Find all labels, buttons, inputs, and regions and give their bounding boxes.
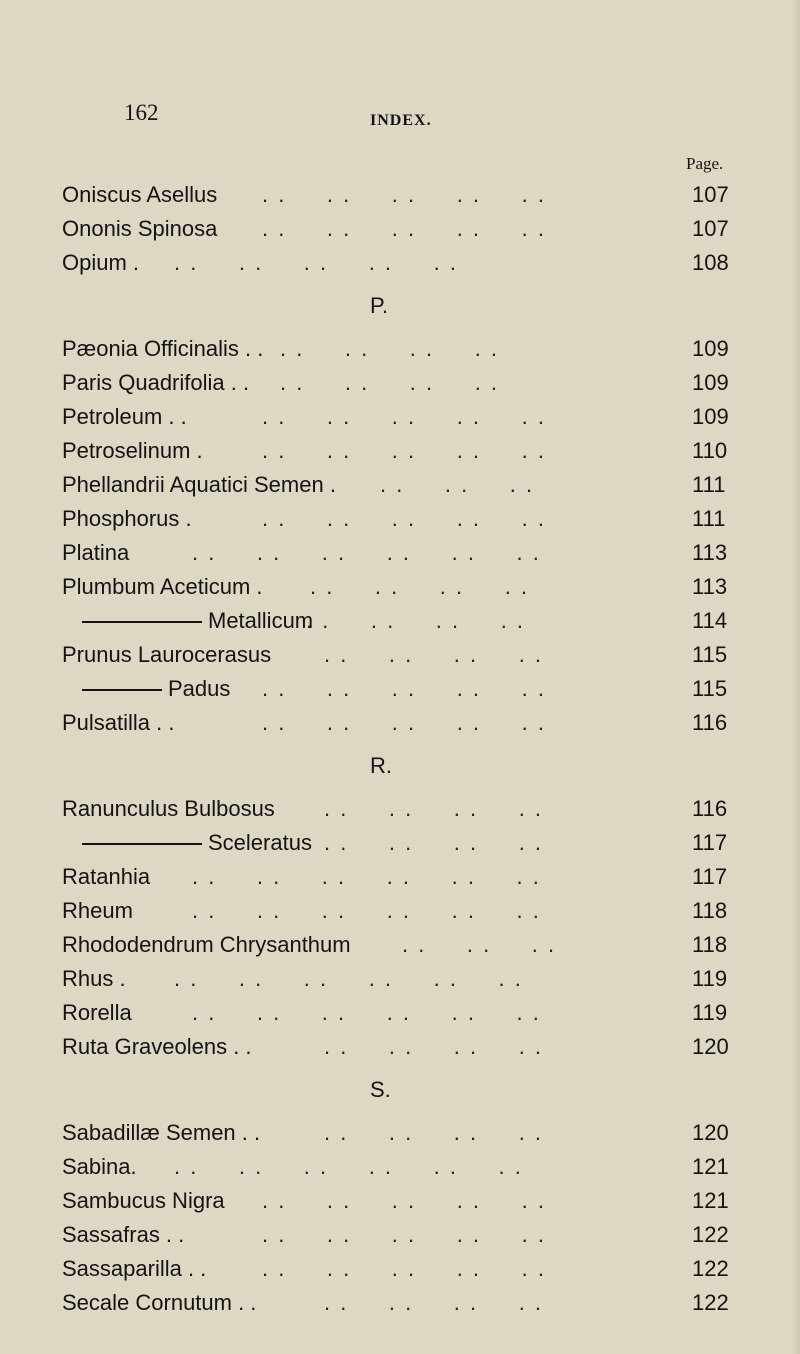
index-entry [62,400,762,434]
dot-leader: . . . . . . . . . . [262,1188,546,1213]
dot-leader: . . . . . . . . [306,608,526,633]
index-entry [62,570,762,604]
index-entry [62,468,762,502]
section-letter: R. [370,753,392,778]
page-number: 162 [124,100,159,125]
index-term [62,212,217,246]
index-term-text: Ononis Spinosa [62,216,218,241]
index-term-text: Phellandrii Aquatici Semen . [62,472,336,497]
dot-leader: . . . . . . . . . . . . [192,864,541,889]
index-entry [62,826,762,860]
page-reference: 109 [692,404,729,429]
index-term-text: Rhododendrum Chrysanthum [62,932,351,957]
index-entry [62,962,762,996]
dot-leader: . . . . . . [402,932,557,957]
page-reference: 111 [692,472,726,497]
page-reference: 119 [692,966,728,991]
page-reference: 113 [692,574,728,599]
index-term-text: Sabina. [62,1154,137,1179]
index-term [82,672,230,706]
index-term [62,468,336,502]
index-term [82,826,312,860]
page-reference: 117 [692,830,728,855]
index-term-text: Phosphorus . [62,506,192,531]
index-entry [62,706,762,740]
index-term [62,792,275,826]
index-entry [62,604,762,638]
index-list [62,178,762,1320]
dot-leader: . . . . . . . . [280,336,500,361]
dot-leader: . . . . . . . . [324,1120,544,1145]
ditto-dash [82,621,202,623]
index-term-text: Opium . [62,250,140,275]
index-term [62,246,139,280]
index-entry [62,178,762,212]
page-reference: 115 [692,642,728,667]
index-term-text: Sassaparilla . . [62,1256,207,1281]
ditto-dash [82,843,202,845]
index-term [62,366,249,400]
index-term [62,706,175,740]
index-entry [62,536,762,570]
index-entry [62,638,762,672]
index-term-text: Platina [62,540,130,565]
dot-leader: . . . . . . . . . . . . [192,898,541,923]
index-term [62,996,132,1030]
index-term [62,536,129,570]
index-term-text: Plumbum Aceticum . [62,574,263,599]
dot-leader: . . . . . . . . . . . . [192,1000,541,1025]
index-entry [62,860,762,894]
index-term [82,604,313,638]
index-term-text: Oniscus Asellus [62,182,218,207]
index-term-text: Paris Quadrifolia . . [62,370,250,395]
dot-leader: . . . . . . . . [324,1034,544,1059]
page-reference: 122 [692,1222,729,1247]
index-entry [62,1150,762,1184]
dot-leader: . . . . . . . . . . [262,216,546,241]
dot-leader: . . . . . . . . . . [262,506,546,531]
page-reference: 122 [692,1290,729,1315]
dot-leader: . . . . . . . . [324,796,544,821]
index-term [62,332,263,366]
page-reference: 121 [692,1154,729,1179]
index-term [62,1218,184,1252]
dot-leader: . . . . . . [380,472,535,497]
index-term-text: Rorella [62,1000,132,1025]
page-edge [792,0,800,1354]
index-term-text: Pæonia Officinalis . . [62,336,264,361]
ditto-dash [82,689,162,691]
index-term [62,570,263,604]
dot-leader: . . . . . . . . . . [262,676,546,701]
page-reference: 118 [692,932,728,957]
page-reference: 120 [692,1120,729,1145]
index-term-text: Sassafras . . [62,1222,185,1247]
index-entry [62,434,762,468]
page-reference: 111 [692,506,726,531]
index-entry [62,212,762,246]
index-term [62,400,187,434]
index-term-text: Petroselinum . [62,438,203,463]
index-entry [62,366,762,400]
index-term [62,894,133,928]
dot-leader: . . . . . . . . . . [174,250,458,275]
index-term-text: Rhus . [62,966,126,991]
index-term-text: Sambucus Nigra [62,1188,225,1213]
index-term-text: Pulsatilla . . [62,710,175,735]
page-reference: 113 [692,540,728,565]
index-entry [62,502,762,536]
dot-leader: . . . . . . . . . . [262,1256,546,1281]
index-term-text: Ranunculus Bulbosus [62,796,275,821]
page-reference: 110 [692,438,728,463]
index-term [62,1252,206,1286]
index-entry [62,792,762,826]
index-entry [62,928,762,962]
dot-leader: . . . . . . . . . . [262,404,546,429]
index-term [62,502,192,536]
index-term-text: Ratanhia [62,864,151,889]
page-reference: 109 [692,336,729,361]
page-reference: 116 [692,796,728,821]
page-reference: 117 [692,864,728,889]
index-term [62,178,217,212]
index-term [62,1286,256,1320]
index-term [62,860,150,894]
page-reference: 121 [692,1188,729,1213]
page-reference: 107 [692,216,729,241]
index-term [62,638,271,672]
dot-leader: . . . . . . . . [310,574,530,599]
dot-leader: . . . . . . . . . . . . [174,1154,523,1179]
index-entry [62,332,762,366]
page-reference: 122 [692,1256,729,1281]
index-term [62,962,126,996]
index-term [62,928,351,962]
index-entry [62,246,762,280]
dot-leader: . . . . . . . . . . [262,1222,546,1247]
index-entry [62,1286,762,1320]
index-entry [62,1252,762,1286]
dot-leader: . . . . . . . . [324,830,544,855]
dot-leader: . . . . . . . . . . . . [174,966,523,991]
index-term-text: Metallicum [208,608,314,633]
page-reference: 119 [692,1000,728,1025]
index-term-text: Ruta Graveolens . . [62,1034,252,1059]
index-entry [62,1184,762,1218]
index-term-text: Padus [168,676,231,701]
index-entry [62,672,762,706]
dot-leader: . . . . . . . . . . [262,438,546,463]
index-entry [62,1030,762,1064]
index-term-text: Sabadillæ Semen . . [62,1120,261,1145]
index-entry [62,1218,762,1252]
index-term [62,1184,225,1218]
dot-leader: . . . . . . . . . . . . [192,540,541,565]
index-entry [62,1116,762,1150]
page-reference: 120 [692,1034,729,1059]
index-term [62,1150,137,1184]
index-term-text: Petroleum . . [62,404,187,429]
running-head: INDEX. [370,112,432,129]
index-entry [62,894,762,928]
page-reference: 107 [692,182,729,207]
dot-leader: . . . . . . . . [324,1290,544,1315]
index-term-text: Sceleratus [208,830,312,855]
section-letter: S. [370,1077,391,1102]
index-term [62,1030,252,1064]
index-term [62,1116,260,1150]
page-reference: 118 [692,898,728,923]
section-letter: P. [370,293,388,318]
dot-leader: . . . . . . . . . . [262,182,546,207]
index-entry [62,996,762,1030]
page-reference: 108 [692,250,729,275]
page-reference: 116 [692,710,728,735]
index-term [62,434,203,468]
index-term-text: Prunus Laurocerasus [62,642,272,667]
index-term-text: Secale Cornutum . . [62,1290,257,1315]
dot-leader: . . . . . . . . [324,642,544,667]
dot-leader: . . . . . . . . [280,370,500,395]
index-term-text: Rheum [62,898,133,923]
page-reference: 115 [692,676,728,701]
page-column-heading: Page. [686,154,724,173]
page-reference: 114 [692,608,728,633]
page-reference: 109 [692,370,729,395]
dot-leader: . . . . . . . . . . [262,710,546,735]
